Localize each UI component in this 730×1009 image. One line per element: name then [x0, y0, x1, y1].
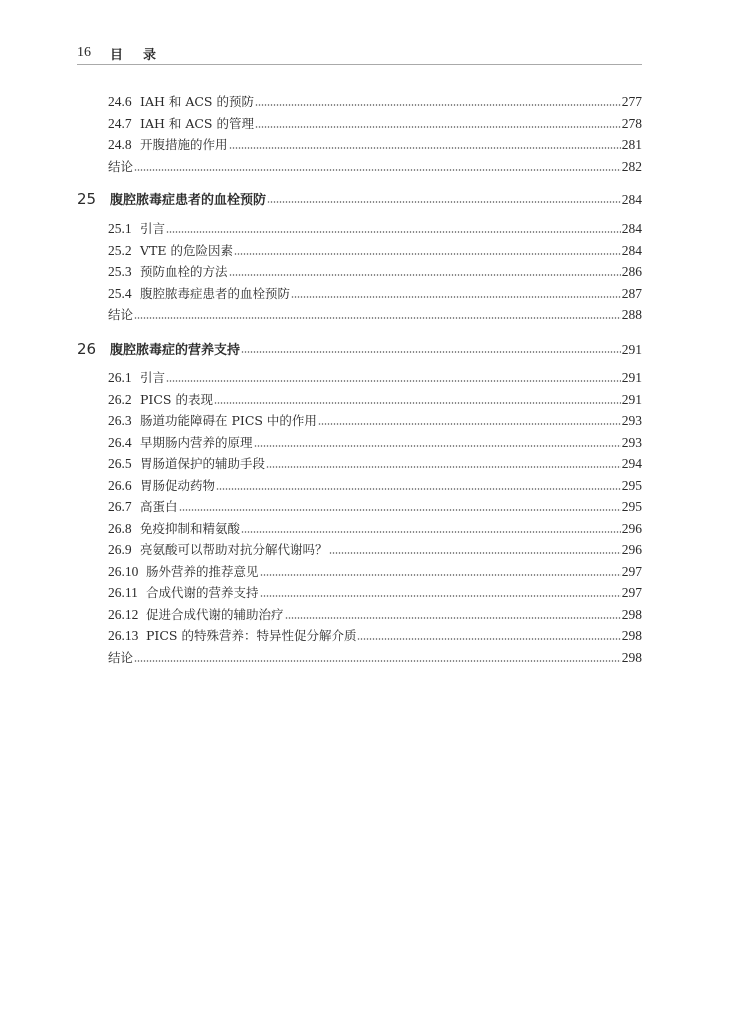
entry-title: PICS 的表现 — [140, 391, 213, 407]
dot-leader — [267, 201, 621, 203]
dot-leader — [329, 552, 621, 554]
dot-leader — [241, 351, 621, 353]
entry-title: 结论 — [108, 307, 134, 322]
dot-leader — [260, 595, 621, 597]
entry-number: 25.3 — [108, 264, 132, 279]
entry-title: 肠道功能障碍在 PICS 中的作用 — [140, 413, 317, 428]
entry-page: 298 — [621, 606, 642, 622]
entry-number: 26.2 — [108, 391, 132, 407]
dot-leader — [216, 488, 621, 490]
entry-page: 296 — [621, 542, 642, 557]
entry-number: 26.8 — [108, 520, 132, 536]
entry-page: 295 — [621, 499, 642, 514]
dot-leader — [134, 317, 621, 319]
entry-title: 结论 — [108, 649, 134, 665]
entry-title: 开腹措施的作用 — [140, 137, 228, 152]
section-entry[interactable] — [108, 114, 642, 134]
dot-leader — [291, 296, 621, 298]
dot-leader — [179, 509, 621, 511]
entry-page: 297 — [621, 563, 642, 579]
entry-title: 腹腔脓毒症患者的血栓预防 — [140, 285, 291, 301]
entry-title: 引言 — [140, 221, 166, 236]
entry-page: 298 — [621, 649, 642, 665]
dot-leader — [318, 423, 621, 425]
entry-number: 25.2 — [108, 242, 132, 258]
entry-page: 282 — [621, 158, 642, 174]
entry-title: 免疫抑制和精氨酸 — [140, 520, 241, 536]
section-entry[interactable] — [108, 284, 642, 304]
header-title-char-2: 录 — [143, 48, 157, 63]
dot-leader — [285, 617, 621, 619]
section-entry[interactable] — [108, 562, 642, 582]
entry-number: 26.13 — [108, 628, 139, 643]
header-rule — [77, 64, 642, 65]
entry-page: 297 — [621, 585, 642, 600]
conclusion-entry[interactable] — [108, 157, 642, 177]
entry-number: 24.6 — [108, 94, 132, 109]
entry-page: 294 — [621, 456, 642, 471]
conclusion-entry[interactable] — [108, 305, 642, 325]
section-entry[interactable] — [108, 519, 642, 539]
entry-title: 胃肠促动药物 — [140, 477, 216, 493]
entry-number: 24.7 — [108, 115, 132, 131]
entry-number: 26.9 — [108, 542, 132, 557]
entry-title: 腹腔脓毒症的营养支持 — [110, 343, 241, 358]
entry-number: 26.11 — [108, 585, 138, 600]
section-entry[interactable] — [108, 476, 642, 496]
entry-title: PICS 的特殊营养：特异性促分解介质 — [146, 628, 357, 643]
entry-title: 胃肠道保护的辅助手段 — [140, 456, 266, 471]
conclusion-entry[interactable] — [108, 648, 642, 668]
entry-title: 引言 — [140, 370, 166, 385]
dot-leader — [255, 104, 621, 106]
entry-title: 腹腔脓毒症患者的血栓预防 — [110, 193, 267, 208]
dot-leader — [260, 574, 621, 576]
section-entry[interactable] — [108, 219, 642, 239]
entry-page: 287 — [621, 285, 642, 301]
entry-title: VTE 的危险因素 — [140, 242, 233, 258]
chapter-entry[interactable] — [77, 189, 642, 209]
dot-leader — [229, 274, 621, 276]
entry-page: 284 — [621, 221, 642, 236]
entry-title: 结论 — [108, 158, 134, 174]
entry-page: 296 — [621, 520, 642, 536]
entry-number: 25.1 — [108, 221, 132, 236]
dot-leader — [234, 253, 621, 255]
entry-title: IAH 和 ACS 的预防 — [140, 94, 254, 109]
dot-leader — [254, 445, 621, 447]
entry-page: 281 — [621, 137, 642, 152]
entry-page: 284 — [621, 242, 642, 258]
entry-number: 26.10 — [108, 563, 139, 579]
section-entry[interactable] — [108, 390, 642, 410]
entry-page: 278 — [621, 115, 642, 131]
entry-number: 26.4 — [108, 434, 132, 450]
section-entry[interactable] — [108, 368, 642, 388]
section-entry[interactable] — [108, 241, 642, 261]
entry-page: 293 — [621, 413, 642, 428]
dot-leader — [241, 531, 621, 533]
entry-page: 291 — [621, 391, 642, 407]
dot-leader — [255, 126, 621, 128]
entry-page: 291 — [621, 342, 642, 357]
section-entry[interactable] — [108, 497, 642, 517]
entry-page: 288 — [621, 307, 642, 322]
entry-number: 26.6 — [108, 477, 132, 493]
section-entry[interactable] — [108, 583, 642, 603]
dot-leader — [134, 169, 621, 171]
dot-leader — [266, 466, 621, 468]
section-entry[interactable] — [108, 262, 642, 282]
entry-number: 26.1 — [108, 370, 132, 385]
entry-page: 298 — [621, 628, 642, 643]
entry-title: 高蛋白 — [140, 499, 178, 514]
entry-number: 24.8 — [108, 137, 132, 152]
entry-number: 25.4 — [108, 285, 132, 301]
entry-title: 促进合成代谢的辅助治疗 — [146, 606, 284, 622]
header-title-char-1: 目 — [110, 48, 124, 63]
entry-number: 26.7 — [108, 499, 132, 514]
dot-leader — [134, 660, 621, 662]
entry-number: 26.5 — [108, 456, 132, 471]
section-entry[interactable] — [108, 135, 642, 155]
entry-title: 亮氨酸可以帮助对抗分解代谢吗？ — [140, 542, 328, 557]
entry-number: 25 — [77, 190, 97, 208]
dot-leader — [166, 231, 621, 233]
entry-page: 295 — [621, 477, 642, 493]
entry-page: 293 — [621, 434, 642, 450]
entry-page: 277 — [621, 94, 642, 109]
section-entry[interactable] — [108, 605, 642, 625]
section-entry[interactable] — [108, 92, 642, 112]
entry-title: IAH 和 ACS 的管理 — [140, 115, 254, 131]
section-entry[interactable] — [108, 454, 642, 474]
entry-title: 早期肠内营养的原理 — [140, 434, 253, 450]
dot-leader — [357, 638, 620, 640]
dot-leader — [229, 147, 621, 149]
entry-page: 286 — [621, 264, 642, 279]
entry-title: 预防血栓的方法 — [140, 264, 228, 279]
section-entry[interactable] — [108, 433, 642, 453]
chapter-entry[interactable] — [77, 339, 642, 359]
page-number: 16 — [77, 45, 91, 60]
dot-leader — [214, 402, 621, 404]
section-entry[interactable] — [108, 540, 642, 560]
entry-page: 291 — [621, 370, 642, 385]
section-entry[interactable] — [108, 626, 642, 646]
entry-title: 肠外营养的推荐意见 — [146, 563, 259, 579]
entry-number: 26.12 — [108, 606, 139, 622]
entry-number: 26 — [77, 340, 97, 358]
section-entry[interactable] — [108, 411, 642, 431]
entry-title: 合成代谢的营养支持 — [146, 585, 259, 600]
entry-page: 284 — [621, 192, 642, 207]
entry-number: 26.3 — [108, 413, 132, 428]
dot-leader — [166, 380, 621, 382]
